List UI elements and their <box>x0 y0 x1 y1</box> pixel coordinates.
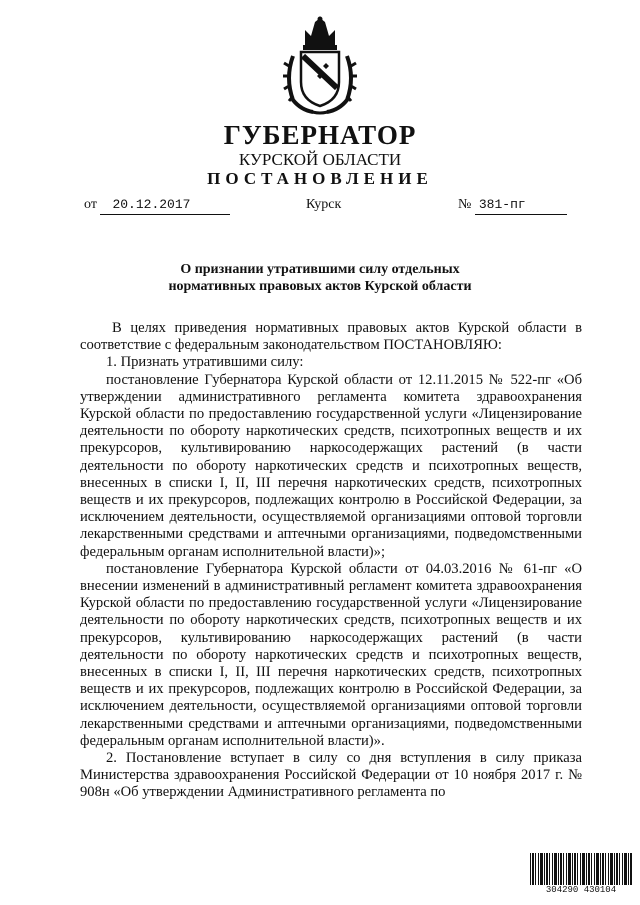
heading-line-2: нормативных правовых актов Курской области <box>168 279 472 294</box>
date-field <box>84 196 230 215</box>
document-body <box>80 320 582 802</box>
number-field <box>458 196 567 215</box>
document-number: 381-пг <box>475 196 567 215</box>
coat-of-arms-emblem <box>283 16 357 116</box>
document-heading <box>0 261 640 295</box>
number-prefix: № <box>458 197 472 212</box>
body-paragraph-repealed-act-1: постановление Губернатора Курской области от 12.11.2015 № 522-пг «Об утверждении административного регламента комитета здравоохранения Курской области по предоставлению государственной услуги «Лицензирование деятельности по обороту наркотических средств, психотропных веществ и их прекурсоров, культивированию наркосодержащих растений (в части деятельности по обороту наркотических средств и психотропных веществ, внесенных в списки I, II, III перечня наркотических средств, психотропных веществ и их прекурсоров, подлежащих контролю в Российской Федерации, за исключением деятельности, осуществляемой организациями оптовой торговли лекарственными средствами и аптечными организациями, подведомственными федеральным органам исполнительной власти)»; <box>80 371 582 560</box>
body-paragraph-preamble: В целях приведения нормативных правовых актов Курской области в соответствие с федеральным законодательством ПОСТАНОВЛЯЮ: <box>80 320 582 354</box>
body-paragraph-item-1: 1. Признать утратившими силу: <box>106 354 304 371</box>
document-type: ПОСТАНОВЛЕНИЕ <box>207 169 433 188</box>
barcode-number: 304290 430104 <box>530 885 632 895</box>
heading-line-1: О признании утратившими силу отдельных <box>180 262 460 277</box>
barcode <box>530 853 632 895</box>
date-prefix: от <box>84 197 97 212</box>
document-date: 20.12.2017 <box>100 196 230 215</box>
document-place: Курск <box>306 197 342 212</box>
barcode-bars <box>530 853 632 885</box>
body-paragraph-item-2: 2. Постановление вступает в силу со дня вступления в силу приказа Министерства здравоохранения Российской Федерации от 10 ноября 2017 г. № 908н «Об утверждении Административного регламента по <box>80 750 582 801</box>
issuer-region: КУРСКОЙ ОБЛАСТИ <box>238 150 402 169</box>
body-paragraph-repealed-act-2: постановление Губернатора Курской области от 04.03.2016 № 61-пг «О внесении изменений в административный регламент комитета здравоохранения Курской области по предоставлению государственной услуги «Лицензирование деятельности по обороту наркотических средств, психотропных веществ и их прекурсоров, культивированию наркосодержащих растений (в части деятельности по обороту наркотических средств и психотропных веществ, внесенных в списки I, II, III перечня наркотических средств, психотропных веществ и их прекурсоров, подлежащих контролю в Российской Федерации, за исключением деятельности, осуществляемой организациями оптовой торговли лекарственными средствами и аптечными организациями, подведомственными федеральным органам исполнительной власти)». <box>80 560 582 749</box>
issuer-title: ГУБЕРНАТОР <box>223 120 417 150</box>
